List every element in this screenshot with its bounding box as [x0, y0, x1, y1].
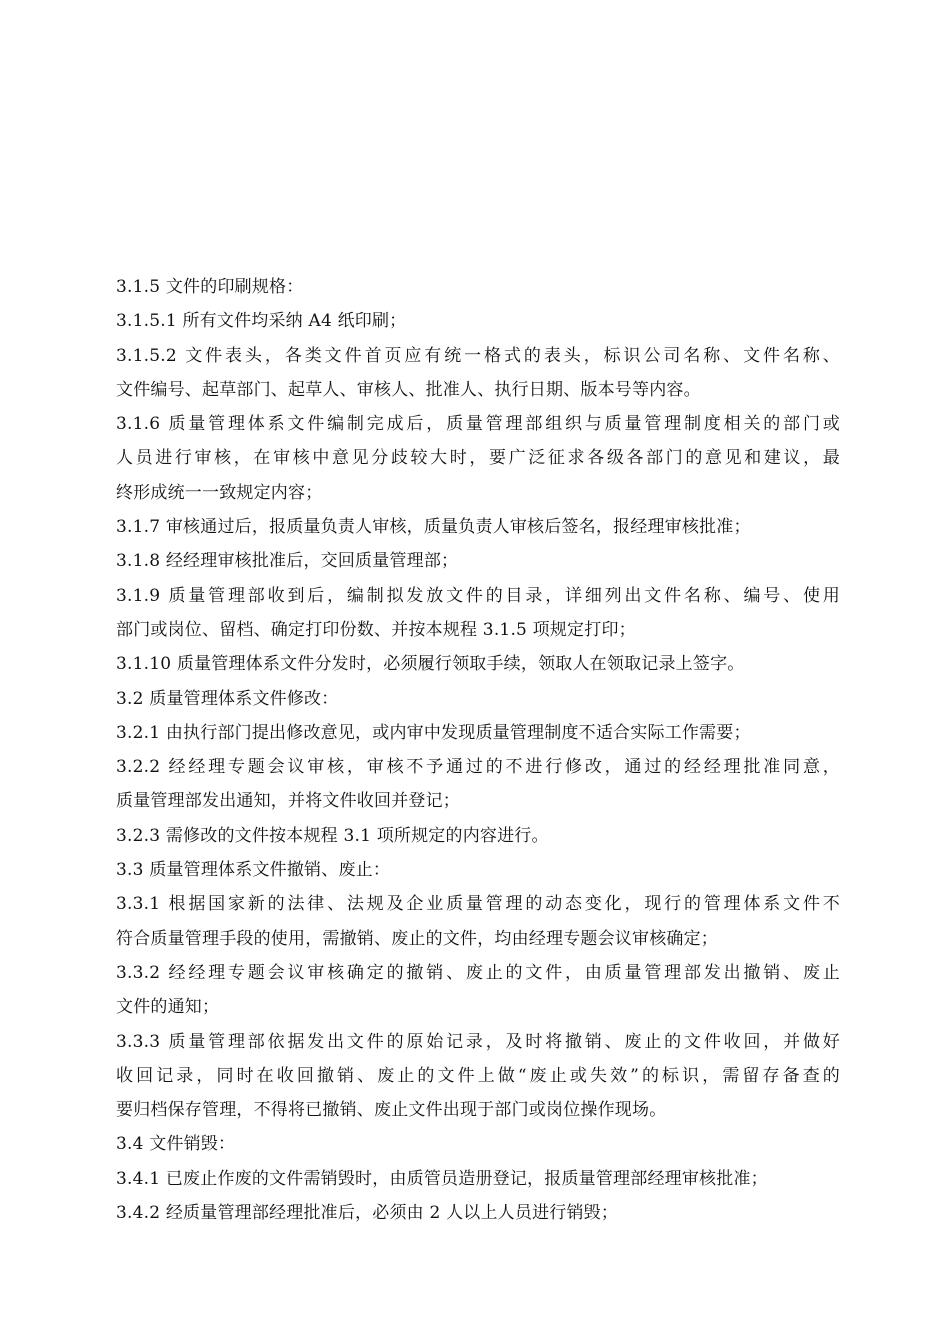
- document-line: 3.1.8 经经理审核批准后，交回质量管理部；: [116, 551, 459, 572]
- document-line: 符合质量管理手段的使用，需撤销、废止的文件，均由经理专题会议审核确定；: [116, 928, 718, 949]
- document-line: 3.2.1 由执行部门提出修改意见，或内审中发现质量管理制度不适合实际工作需要；: [116, 722, 751, 743]
- document-line: 3.4.1 已废止作废的文件需销毁时，由质管员造册登记，报质量管理部经理审核批准；: [116, 1168, 768, 1189]
- document-line: 文件的通知；: [116, 997, 220, 1018]
- document-line: 3.4.2 经质量管理部经理批准后，必须由 2 人以上人员进行销毁；: [116, 1203, 619, 1224]
- document-line: 3.2.2 经经理专题会议审核，审核不予通过的不进行修改，通过的经经理批准同意，: [116, 757, 840, 778]
- document-body: [116, 270, 840, 1230]
- document-line: 要归档保存管理，不得将已撤销、废止文件出现于部门或岗位操作现场。: [116, 1100, 667, 1121]
- document-line: 3.1.10 质量管理体系文件分发时，必须履行领取手续，领取人在领取记录上签字。: [116, 654, 745, 675]
- document-line: 3.2 质量管理体系文件修改：: [116, 688, 339, 709]
- document-line: 3.1.9 质量管理部收到后，编制拟发放文件的目录，详细列出文件名称、编号、使用: [116, 585, 840, 606]
- document-line: 3.1.5.2 文件表头，各类文件首页应有统一格式的表头，标识公司名称、文件名称、: [116, 345, 840, 366]
- document-line: 3.1.5.1 所有文件均采纳 A4 纸印刷；: [116, 311, 407, 332]
- document-line: 3.3 质量管理体系文件撤销、废止：: [116, 860, 391, 881]
- document-line: 3.1.7 审核通过后，报质量负责人审核，质量负责人审核后签名，报经理审核批准；: [116, 517, 751, 538]
- document-line: 3.1.6 质量管理体系文件编制完成后，质量管理部组织与质量管理制度相关的部门或: [116, 414, 840, 435]
- document-line: 终形成统一一致规定内容；: [116, 482, 323, 503]
- document-line: 3.2.3 需修改的文件按本规程 3.1 项所规定的内容进行。: [116, 825, 549, 846]
- document-line: 3.1.5 文件的印刷规格：: [116, 277, 304, 297]
- document-line: 人员进行审核，在审核中意见分歧较大时，要广泛征求各级各部门的意见和建议，最: [116, 448, 840, 469]
- document-line: 3.3.1 根据国家新的法律、法规及企业质量管理的动态变化，现行的管理体系文件不: [116, 894, 840, 915]
- document-line: 文件编号、起草部门、起草人、审核人、批准人、执行日期、版本号等内容。: [116, 379, 701, 400]
- document-line: 收回记录，同时在收回撤销、废止的文件上做“废止或失效”的标识，需留存备查的: [116, 1065, 840, 1086]
- document-line: 质量管理部发出通知，并将文件收回并登记；: [116, 791, 460, 812]
- document-line: 3.4 文件销毁：: [116, 1134, 236, 1155]
- document-line: 部门或岗位、留档、确定打印份数、并按本规程 3.1.5 项规定打印；: [116, 619, 636, 640]
- document-line: 3.3.3 质量管理部依据发出文件的原始记录，及时将撤销、废止的文件收回，并做好: [116, 1031, 840, 1052]
- document-line: 3.3.2 经经理专题会议审核确定的撤销、废止的文件，由质量管理部发出撤销、废止: [116, 962, 840, 983]
